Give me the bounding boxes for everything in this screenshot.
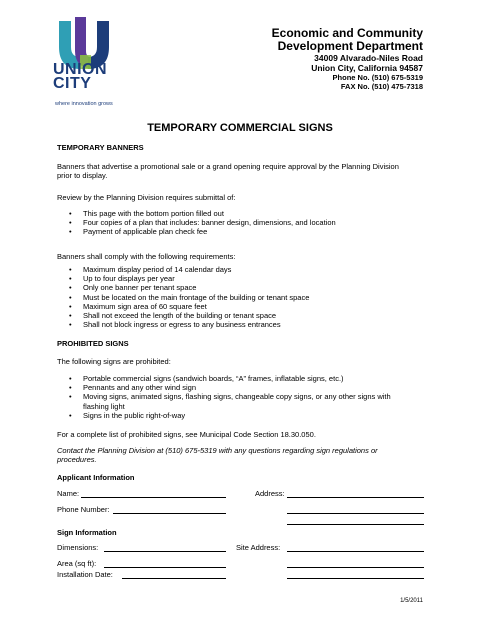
- list-item: • Up to four displays per year: [57, 274, 427, 283]
- site-address-label: Site Address:: [236, 543, 281, 552]
- banners-intro-line1: Banners that advertise a promotional sale or a grand opening require approval by the Planning Division: [57, 162, 399, 171]
- address-field-line2[interactable]: [287, 513, 424, 514]
- site-address-field-line3[interactable]: [287, 578, 424, 579]
- submittal-list: [57, 209, 427, 237]
- page-title: TEMPORARY COMMERCIAL SIGNS: [147, 122, 333, 134]
- department-header: [272, 27, 423, 91]
- phone-label: Phone Number:: [57, 505, 110, 514]
- prohibited-intro: The following signs are prohibited:: [57, 357, 171, 366]
- dept-line2: Development Department: [277, 39, 423, 53]
- list-item: • Shall not exceed the length of the building or tenant space: [57, 311, 427, 320]
- phone-field[interactable]: [113, 513, 226, 514]
- dept-fax: FAX No. (510) 475-7318: [340, 82, 423, 91]
- dept-address: 34009 Alvarado-Niles Road: [314, 53, 423, 63]
- address-field[interactable]: [287, 497, 424, 498]
- logo-word-city: CITY: [53, 75, 92, 92]
- list-item-continuation: flashing light: [83, 401, 125, 411]
- list-item: • Only one banner per tenant space: [57, 283, 427, 292]
- contact-line1: Contact the Planning Division at (510) 675-5319 with any questions regarding sign regulations or: [57, 446, 378, 455]
- area-field[interactable]: [104, 567, 226, 568]
- list-item: • Maximum sign area of 60 square feet: [57, 302, 427, 311]
- list-item: • Signs in the public right-of-way: [57, 411, 427, 420]
- list-item: • Four copies of a plan that includes: banner design, dimensions, and location: [57, 218, 427, 227]
- revision-date: 1/5/2011: [400, 598, 423, 604]
- site-address-field-line2[interactable]: [287, 567, 424, 568]
- list-item: • Payment of applicable plan check fee: [57, 227, 427, 236]
- address-label: Address:: [255, 489, 285, 498]
- list-item: • Pennants and any other wind sign: [57, 383, 427, 392]
- review-intro: Review by the Planning Division requires submittal of:: [57, 193, 236, 202]
- dept-line1: Economic and Community: [271, 26, 423, 40]
- site-address-field[interactable]: [287, 551, 424, 552]
- temporary-banners-heading: TEMPORARY BANNERS: [57, 143, 144, 152]
- list-item: • This page with the bottom portion filled out: [57, 209, 427, 218]
- list-item: • Must be located on the main frontage of the building or tenant space: [57, 293, 427, 302]
- banners-intro-line2: prior to display.: [57, 171, 108, 180]
- dimensions-field[interactable]: [104, 551, 226, 552]
- area-label: Area (sq ft):: [57, 559, 97, 568]
- dept-city: Union City, California 94587: [311, 63, 423, 73]
- requirements-intro: Banners shall comply with the following requirements:: [57, 252, 236, 261]
- name-label: Name:: [57, 489, 80, 498]
- list-item: [57, 392, 427, 410]
- name-field[interactable]: [81, 497, 226, 498]
- installation-date-field[interactable]: [122, 578, 226, 579]
- code-reference: For a complete list of prohibited signs, see Municipal Code Section 18.30.050.: [57, 430, 316, 439]
- list-item: • Shall not block ingress or egress to any business entrances: [57, 320, 427, 329]
- applicant-info-heading: Applicant Information: [57, 473, 135, 482]
- dimensions-label: Dimensions:: [57, 543, 99, 552]
- prohibited-list: [57, 374, 427, 420]
- list-item: • Maximum display period of 14 calendar days: [57, 265, 427, 274]
- list-item-text: Moving signs, animated signs, flashing signs, changeable copy signs, or any other signs with: [83, 392, 391, 402]
- list-item: • Portable commercial signs (sandwich boards, “A” frames, inflatable signs, etc.): [57, 374, 427, 383]
- logo-tagline: where innovation grows: [55, 101, 113, 107]
- installation-date-label: Installation Date:: [57, 570, 113, 579]
- dept-phone: Phone No. (510) 675-5319: [332, 73, 423, 82]
- requirements-list: [57, 265, 427, 329]
- prohibited-signs-heading: PROHIBITED SIGNS: [57, 339, 129, 348]
- sign-info-heading: Sign Information: [57, 528, 117, 537]
- contact-line2: procedures.: [57, 455, 97, 464]
- address-field-line3[interactable]: [287, 524, 424, 525]
- logo-word-union: UNION: [53, 61, 108, 78]
